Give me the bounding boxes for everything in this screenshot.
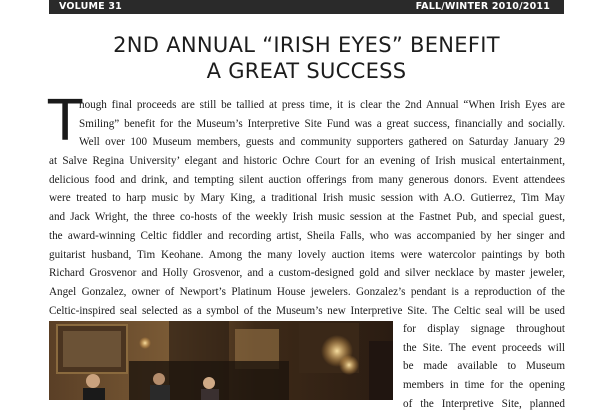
drop-cap: T (48, 89, 83, 154)
body-line: and Jack Wright, the three co-hosts of the weekly Irish music session at the Fastnet Pub, and special guest, (49, 211, 565, 224)
newsletter-header-bar (49, 0, 564, 14)
article-headline (49, 32, 564, 84)
body-line: hough final proceeds are still be tallied at press time, it is clear the 2nd Annual “When Irish Eyes are (79, 99, 565, 111)
body-line: Celtic-inspired seal selected as a symbol of the Museum’s new Interpretive Site. The Celtic seal will be used (49, 304, 565, 317)
body-line: were treated to harp music by Mary King, a traditional Irish music session with A.O. Gutierrez, Tim May (49, 192, 565, 205)
volume-label: VOLUME 31 (59, 1, 122, 12)
body-line: Smiling” benefit for the Museum’s Interpretive Site Fund was a great success, financially and socially. (79, 117, 565, 130)
side-line: the Site. The event proceeds will (403, 341, 565, 354)
event-photo (49, 321, 393, 400)
body-line: the award-winning Celtic fiddler and recording artist, Sheila Falls, who was accompanied by her singer and (49, 229, 565, 242)
article-body (48, 89, 565, 320)
headline-line-1: 2ND ANNUAL “IRISH EYES” BENEFIT (113, 33, 500, 57)
event-photo-image (49, 321, 393, 400)
article-side-column (403, 320, 565, 413)
body-line: delicious food and drink, and tempting silent auction offerings from many generous donors. Event attendees (49, 173, 565, 186)
body-line: Angel Gonzalez, owner of Newport’s Platinum House jewelers. Gonzalez’s pendant is a reproduction of the (49, 285, 565, 298)
headline-line-2: A GREAT SUCCESS (206, 59, 407, 83)
body-line: guitarist husband, Tim Keohane. Among the many lovely auction items were watercolor paintings by both (49, 248, 565, 261)
issue-date-label: FALL/WINTER 2010/2011 (415, 1, 550, 12)
body-line: at Salve Regina University’ elegant and historic Ochre Court for an evening of Irish musical entertainment, (49, 155, 565, 168)
side-line: for display signage throughout (403, 323, 565, 335)
body-line: Well over 100 Museum members, guests and community supporters gathered on Saturday January 29 (79, 136, 565, 149)
body-line: Richard Grosvenor and Holly Grosvenor, and a custom-designed gold and silver necklace by master jeweler, (49, 267, 565, 280)
side-line: of the Interpretive Site, planned (403, 397, 565, 410)
side-line: members in time for the opening (403, 379, 565, 392)
side-line: be made available to Museum (403, 360, 565, 373)
